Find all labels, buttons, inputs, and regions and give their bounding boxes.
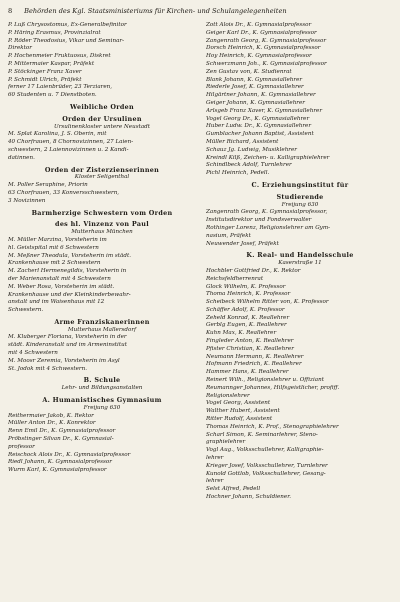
text-line: M. Poller Seraphine, Priorin: [8, 182, 88, 189]
text-line: Ritter Rudolf, Assistent: [206, 416, 273, 423]
text-line: Thomas Heinrich, K. Prof., Stenographielehrer: [206, 423, 339, 430]
text-line: Krankenhause und der Kleinkinderbewahr-: [8, 291, 131, 298]
text-line: Zangenrath Georg, K. Gymnasialprofessor: [206, 37, 327, 44]
text-line: Huber Ludw. Dr., K. Gymnasiallehrer: [206, 123, 312, 130]
text-line: nasium, Präfekt: [206, 232, 251, 239]
text-line: Vogl Aug., Volksschullehrer, Kalligraphie-: [206, 447, 324, 454]
section-heading: Arme Franziskanerinnen: [54, 318, 150, 326]
text-line: Walther Hubert, Assistent: [206, 408, 280, 415]
text-line: P. Häring Erasmus, Provinzialrat: [8, 29, 101, 36]
text-line: städt. Kinderanstalt und im Armeninstitut: [8, 342, 127, 349]
section-subheading: Mutterhaus München: [71, 229, 133, 236]
section-heading: Weibliche Orden: [70, 103, 134, 111]
text-line: Zen Gustav von, K. Studienrat: [206, 68, 292, 75]
text-line: Gumblacher Johann Baptist, Assistent: [206, 131, 314, 138]
text-line: 3 Novizinnen: [8, 197, 46, 204]
section-heading: Orden der Zisterzienserinnen: [44, 166, 160, 174]
text-line: Reischock Alois Dr., K. Gymnasialprofessor: [8, 451, 131, 458]
text-line: P. Luß Chrysostomus, Ex-Generalbefinitor: [8, 22, 127, 28]
text-line: Schwestern.: [8, 307, 44, 314]
text-line: der Marienanstalt mit 4 Schwestern: [8, 275, 111, 282]
text-line: Pfister Christian, K. Reallehrer: [206, 345, 294, 352]
text-line: Hochbler Gottfried Dr., K. Rektor: [206, 267, 301, 274]
text-line: P. Mittermaier Kaspar, Präfekt: [8, 60, 95, 67]
text-line: Hoy Heinrich, K. Gymnasialprofessor: [206, 53, 312, 60]
text-line: Riederle Josef, K. Gymnasiallehrer: [206, 84, 304, 91]
text-line: Reithermaier Jakob, K. Rektor: [8, 412, 94, 419]
text-line: datinnen.: [8, 154, 35, 161]
section-heading: des hl. Vinzenz von Paul: [55, 221, 149, 229]
text-line: M. Moosr Zeremia, Vorsteherin im Asyl: [8, 357, 120, 364]
text-line: Scharl Simon, K. Seminarlehrer, Steno-: [206, 431, 318, 438]
text-line: Gerblg Eugen, K. Reallehrer: [206, 322, 287, 329]
text-line: hl. Geistspital mit 6 Schwestern: [8, 244, 99, 251]
text-line: Müller Anton Dr., K. Konrektor: [8, 420, 96, 427]
text-line: Riedl Johann, K. Gymnasialprofessor: [8, 459, 112, 466]
text-line: professor: [8, 443, 35, 450]
section-subheading: Freijung 630: [83, 404, 121, 411]
text-line: Scheibeck Wilhelm Ritter von, K. Professor: [206, 299, 329, 306]
text-line: M. Kluberger Floriana, Vorsteherin in der: [8, 334, 127, 341]
text-line: Blank Johann, K. Gymnasiallehrer: [206, 76, 303, 83]
text-line: graphielehrer: [206, 439, 246, 446]
section-heading: Orden der Ursulinen: [62, 115, 142, 123]
text-line: Müller Richard, Assistent: [206, 138, 279, 145]
text-line: Pröbstinger Silvan Dr., K. Gymnasial-: [8, 436, 114, 443]
text-line: anstalt und im Waisenhaus mit 12: [8, 299, 105, 306]
text-line: mit 4 Schwestern: [8, 350, 58, 357]
text-line: 60 Studenten u. 7 Dienstboten.: [8, 92, 97, 99]
section-subheading: Mutterhaus Mallersdorf: [67, 326, 137, 333]
text-line: Rothinger Lorenz, Religionslehrer am Gym-: [206, 224, 331, 231]
text-line: Hammer Hans, K. Reallehrer: [206, 369, 289, 376]
text-line: Institutsdirektor und Fondsverwalter: [206, 217, 312, 224]
header-title: Behörden des Kgl. Staatsministeriums für Kirchen- und Schulangelegenheiten: [24, 7, 287, 15]
text-line: Reumannger Johannes, Hilfsgeistlicher, profiff.: [206, 384, 340, 391]
text-line: Selst Alfred, Pedell: [206, 486, 261, 493]
text-line: M. Weber Rosa, Vorsteherin im städt.: [8, 283, 115, 290]
section-heading: C. Erziehungsinstitut für: [251, 181, 349, 189]
text-line: Glock Wilhelm, K. Professor: [206, 283, 286, 290]
text-line: Geiger Johann, K. Gymnasiallehrer: [206, 99, 305, 106]
text-line: Hochner Johann, Schuldiener.: [206, 494, 292, 501]
text-line: Reinert Wilh., Religionslehrer u. Offiziant: [206, 377, 324, 384]
text-line: Religionslehrer: [206, 392, 250, 399]
text-line: M. Splat Karolina, J. S. Oberin, mit: [8, 131, 107, 138]
text-line: Wurm Karl, K. Gymnasialprofessor: [8, 467, 107, 474]
text-line: Kuhn Max, K. Reallehrer: [206, 330, 277, 337]
text-line: Geiger Karl Dr., K. Gymnasialprofessor: [206, 29, 317, 36]
section-heading: Barmherzige Schwestern vom Orden: [31, 209, 173, 217]
text-line: M. Zacherl Hermenegildis, Vorsteherin in: [8, 268, 127, 275]
right-column: [206, 22, 394, 596]
text-line: Kreindl Kilß, Zeichen- u. Kalligraphielehrer: [206, 154, 330, 161]
text-line: M. Müller Marzina, Vorsteherin im: [8, 236, 107, 243]
text-line: Zeheld Konrad, K. Reallehrer: [206, 314, 290, 321]
text-line: Schauz Jg. Ludwig, Musiklehrer: [206, 146, 297, 153]
text-line: 40 Chorfrauen, 8 Chornovizinnen, 27 Laien-: [8, 139, 134, 146]
text-line: Neuwender Josef, Präfekt: [206, 240, 279, 247]
text-line: Neumann Hermann, K. Reallehrer: [206, 353, 304, 360]
text-line: Arlsgeb Franz Xaver, K. Gymnasiallehrer: [206, 107, 322, 114]
text-line: Vogel Georg, Assistent: [206, 400, 271, 407]
text-line: Zangenrath Georg, K. Gymnasialprofessor,: [206, 209, 328, 216]
section-subheading: Freijung 630: [281, 201, 319, 208]
text-line: Reichsfeldherrenrat: [206, 275, 264, 282]
text-line: lehrer: [206, 478, 224, 485]
text-line: lehrer: [206, 455, 224, 462]
text-line: Pichl Heinrich, Pedell.: [206, 170, 270, 177]
section-subheading: Ursulinenkloster untere Neustadt: [54, 123, 150, 130]
text-line: schwestern, 2 Laiennovizinnen u. 2 Kandi-: [8, 146, 129, 153]
section-subheading: Kloster Seligenthal: [74, 174, 130, 181]
text-line: Schindlbeck Adolf, Turnlehrer: [206, 162, 292, 169]
text-line: Schäffer Adolf, K. Professor: [206, 306, 285, 313]
page-header: [8, 5, 394, 17]
text-line: Fingleder Anton, K. Reallehrer: [206, 338, 294, 345]
text-line: P. Hochenmeier Fruktuosus, Diskret: [8, 53, 111, 60]
text-line: P. Stöckinger Franz Xaver: [8, 68, 82, 75]
text-line: M. Meßner Theodula, Vorsteherin im städt.: [8, 252, 131, 259]
section-heading: Studierende: [276, 193, 324, 201]
section-heading: K. Real- und Handelsschule: [246, 252, 354, 260]
text-line: 63 Chorfrauen, 33 Konversschwestern,: [8, 189, 120, 196]
text-line: St. Jodok mit 4 Schwestern.: [8, 365, 87, 372]
text-line: Vogel Georg Dr., K. Gymnasiallehrer: [206, 115, 310, 122]
text-line: P. Schmidt Ulrich, Präfekt: [8, 76, 82, 83]
text-line: Direktor: [8, 45, 32, 52]
text-line: Schwerzmann Joh., K. Gymnasialprofessor: [206, 60, 327, 67]
text-line: Krieger Josef, Volksschullehrer, Turnlehrer: [206, 462, 328, 469]
text-line: Thoma Heinrich, K. Professor: [206, 291, 291, 298]
text-line: Renn Emil Dr., K. Gymnasialprofessor: [8, 428, 116, 435]
text-line: P. Röder Theodosius, Vikar und Seminar-: [8, 37, 124, 44]
text-line: ferner 17 Laienbrüder, 23 Terziaren,: [8, 84, 113, 91]
text-line: Dorsch Heinrich, K. Gymnasialprofessor: [206, 45, 321, 52]
section-heading: A. Humanistisches Gymnasium: [42, 397, 162, 405]
text-line: Zott Alois Dr., K. Gymnasialprofessor: [206, 22, 312, 28]
text-line: Krankenhause mit 2 Schwestern: [8, 260, 101, 267]
page-number: 8: [8, 7, 13, 15]
section-heading: B. Schule: [83, 377, 121, 385]
section-subheading: Lehr- und Bildungsanstalten: [61, 385, 143, 392]
section-subheading: Kaserstraße 11: [278, 260, 322, 267]
text-line: Kunold Gottlob, Volksschullehrer, Gesang-: [206, 470, 326, 477]
left-column: [8, 22, 196, 596]
text-line: Hilgärtner Johann, K. Gymnasiallehrer: [206, 92, 316, 99]
text-line: Hofmann Friedrich, K. Reallehrer: [206, 361, 302, 368]
